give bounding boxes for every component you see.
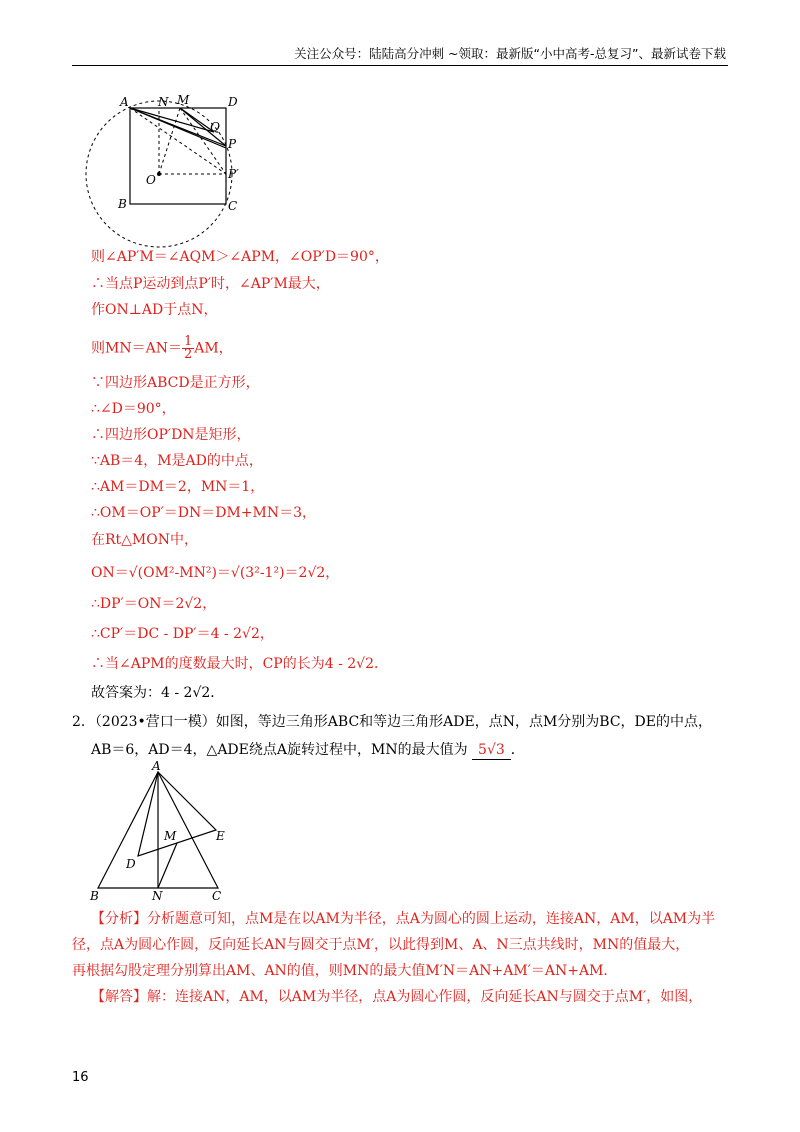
- label-d: D: [228, 95, 238, 109]
- page-header: 关注公众号：陆陆高分冲刺 ~领取：最新版“小中高考-总复习”、最新试卷下载: [72, 44, 728, 66]
- label-n: N: [152, 889, 163, 900]
- answer-blank: 5√3: [472, 741, 511, 760]
- solution-line: ∴AM＝DM＝2，MN＝1，: [91, 479, 265, 495]
- solution-line: ∵AB＝4，M是AD的中点，: [91, 453, 263, 469]
- answer-line: 【解答】解：连接AN，AM，以AM为半径，点A为圆心作圆，反向延长AN与圆交于点M′，如图，: [91, 989, 703, 1005]
- label-c: C: [212, 889, 222, 900]
- label-b: B: [90, 889, 99, 900]
- problem2-line1: 2．（2023•营口一模）如图，等边三角形ABC和等边三角形ADE，点N，点M分别为BC，DE的中点，: [72, 714, 713, 730]
- solution-line: 在Rt△MON中，: [91, 532, 198, 548]
- solution-line: 则MN＝AN＝: [91, 340, 182, 357]
- label-m: M: [177, 93, 190, 107]
- fraction-after: AM，: [194, 340, 233, 357]
- label-p: P: [228, 137, 237, 151]
- solution-line: ∴DP′＝ON＝2√2，: [91, 596, 217, 612]
- answer-conclusion: 故答案为：4 - 2√2．: [91, 685, 225, 701]
- solution-line: ON＝√(OM²-MN²)＝√(3²-1²)＝2√2，: [91, 565, 340, 581]
- label-p-prime: P′: [228, 167, 239, 181]
- problem2-line2: AB＝6，AD＝4，△ADE绕点A旋转过程中，MN的最大值为 5√3 ．: [91, 742, 525, 758]
- solution-line: ∴OM＝OP′＝DN＝DM+MN＝3，: [91, 505, 317, 521]
- label-b: B: [118, 197, 127, 211]
- figure-triangles: [86, 760, 246, 900]
- solution-line: ∴四边形OP′DN是矩形，: [91, 427, 251, 443]
- label-a: A: [152, 760, 161, 773]
- solution-line: 则∠AP′M＝∠AQM＞∠APM，∠OP′D＝90°，: [91, 249, 389, 265]
- solution-line: ∴CP′＝DC - DP′＝4 - 2√2，: [91, 626, 274, 642]
- figure-square-circle: [84, 90, 304, 250]
- label-c: C: [228, 199, 238, 213]
- label-a: A: [120, 95, 129, 109]
- label-m: M: [164, 829, 177, 843]
- solution-line: ∴当点P运动到点P′时，∠AP′M最大，: [91, 276, 330, 292]
- analysis-line: 径，点A为圆心作圆，反向延长AN与圆交于点M′，以此得到M、A、N三点共线时，MN的值最大，: [72, 937, 690, 953]
- label-n: N: [158, 95, 169, 109]
- label-q: Q: [210, 120, 220, 134]
- solution-line: ∵四边形ABCD是正方形，: [91, 375, 260, 391]
- solution-line: 作ON⊥AD于点N，: [91, 302, 218, 318]
- page-number: 16: [72, 1070, 89, 1085]
- analysis-line: 【分析】分析题意可知，点M是在以AM为半径，点A为圆心的圆上运动，连接AN，AM，以AM为半: [91, 911, 716, 927]
- label-o: O: [146, 173, 156, 187]
- solution-line-fraction: [91, 336, 233, 361]
- label-d: D: [126, 857, 136, 871]
- analysis-line: 再根据勾股定理分别算出AM、AN的值，则MN的最大值M′N＝AN+AM′＝AN+AM．: [72, 963, 618, 979]
- fraction-half: $\frac{1}{2}$: [183, 334, 193, 362]
- solution-line: ∴∠D＝90°，: [91, 401, 176, 417]
- solution-line: ∴当∠APM的度数最大时，CP的长为4 - 2√2．: [91, 656, 389, 672]
- label-e: E: [216, 829, 225, 843]
